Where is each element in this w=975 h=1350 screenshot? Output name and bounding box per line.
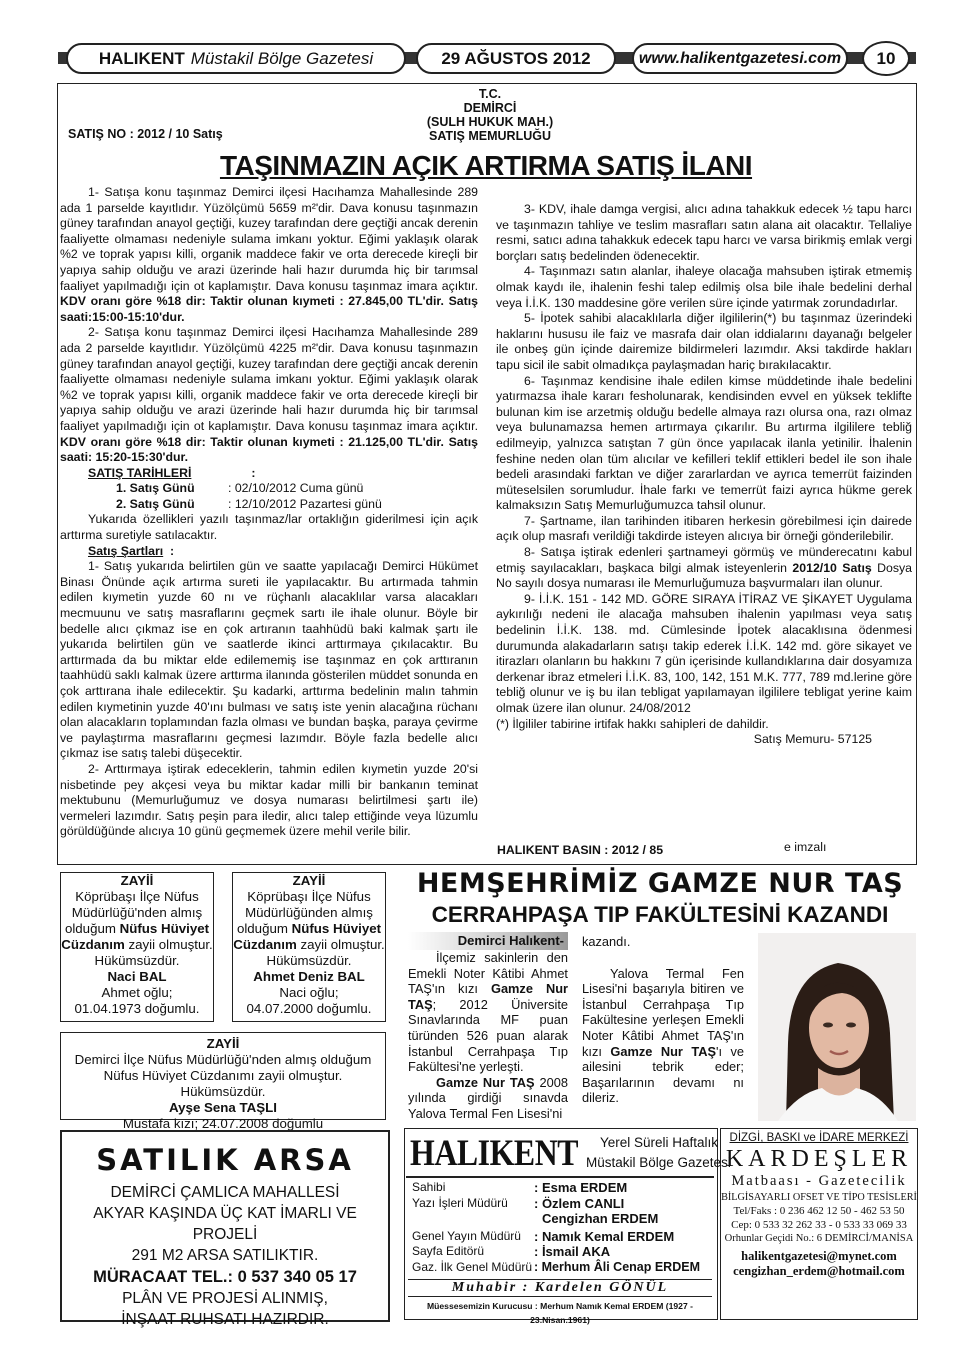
paper-subtitle: Müstakil Bölge Gazetesi: [190, 48, 374, 68]
printer-line: Tel/Faks : 0 236 462 12 50 - 462 53 50: [733, 1205, 905, 1217]
masthead-sub-2: Müstakil Bölge Gazetesi: [586, 1155, 731, 1170]
signature-note: e imzalı: [784, 840, 827, 854]
article-col-2: kazandı. Yalova Termal Fen Lisesi'ni başarıyla bitiren ve İstanbul Cerrahpaşa Tıp Fakültesine yerleşen Emekli Noter Kâtibi Ahmet TAŞ'ın kızı Gamze Nur TAŞ'ı ve ailesini tebrik eder; Başarılarının devamı nı dileriz.: [582, 934, 744, 1106]
ad-phone: MÜRACAAT TEL.: 0 537 340 05 17: [93, 1268, 357, 1286]
ad-title: SATILIK ARSA: [96, 1143, 354, 1177]
ad-line: AKYAR KAŞINDA ÜÇ KAT İMARLI VE PROJELİ: [93, 1205, 357, 1243]
lost-notice-1: [60, 872, 214, 1022]
founder-note: Müessesemizin Kurucusu : Merhum Namık Kemal ERDEM (1927 - 23.Nisan.1961): [426, 1301, 693, 1325]
article-col-1: İlçemiz sakinlerin den Emekli Noter Kâtibi Ahmet TAŞ'ın kızı Gamze Nur TAŞ; 2012 Üniversite Sınavlarında MF puan türünden 526 puan alarak İstanbul Cerrahpaşa Tıp Fakültesi'ne yerleşti. Gamze Nur TAŞ 2008 yılında girdiği sınavda Yalova Termal Fen Lisesi'ni: [408, 950, 568, 1121]
item-1: 1- Satışa konu taşınmaz Demirci ilçesi Hacıhamza Mahallesinde 289 ada 1 parselde kayıtlıdır. Yüzölçümü 5659 m²'dir. Dava konusu taşınmazın güney tarafından anayol geçtiği, kuzey tarafından dere geçtiği ancak derenin faaliyette olmaması nedeniyle sulama imkanı yoktur. Eğimi yaklaşık olarak %2 ve toprak yapısı killi, organik maddece fakir ve orta derecede kireçli bir yapıya sahip olduğu ve arazi üzerinde hali hazır durumda hiç bir tarımsal faaliyet yapılmadığı için ot kaplamıştır. Dava konusu taşınmaz imara açıktır. KDV oranı göre %18 dir: Taktir olunan kıymeti : 27.845,00 TL'dir. Satış saati:15:00-15:10'dur.: [60, 185, 478, 324]
condition-9: 9- İ.İ.K. 151 - 142 MD. GÖRE SIRAYA İTİRAZ VE ŞİKAYET Uygulama aykırılığı nedeni ile alacağa mahsuben ihalenin yapılması veya satış bedelinin İ.İ.K. 138. md. Cümlesinde İpotek alacaklısına ödenmesi durumunda alakadarların satışı takip ederek İ.İ.K. 142 md. göre sikayet ve itirazları olanların bu hakkını 7 gün içerisinde kullandıklarına dair dosyamıza derkenar ibraz etmeleri İ.İ.K. 83, 100, 142, 151 M.K. 777, 789 md.lerine göre tebliğ olunur ve iş bu ilan tebligat yapılamayan ilgililere tebligat yerine kaim olmak üzere ilan olunur. 24/08/2012: [496, 591, 912, 715]
lost-notice-3: [60, 1032, 386, 1131]
dates-note: Yukarıda özellikleri yazılı taşınmaz/lar ortaklığın giderilmesi için açık arttırma suretiyle satılacaktır.: [60, 512, 478, 543]
printer-heading: DİZGİ, BASKI ve İDARE MERKEZİ: [729, 1132, 909, 1144]
condition-4: 4- Taşınmazı satın alanlar, ihaleye olacağa mahsuben iştirak etmemiş olmak kaydı ile, ihalenin feshi talep edilmiş olsa bile ihale bedelini derhal veya İ.İ.K. 130 maddesine göre verilen süre içinde yatırmak zorundadırlar.: [496, 264, 912, 310]
printer-line: BİLGİSAYARLI OFSET VE TİPO TESİSLERİ: [721, 1192, 917, 1203]
ad-line: PLÂN VE PROJESİ ALINMIŞ,: [122, 1290, 328, 1307]
dates-heading: SATIŞ TARİHLERİ :: [88, 465, 256, 480]
lost-notice-parent: Naci oğlu;: [279, 985, 339, 1000]
notice-left-column: [60, 185, 478, 840]
staff-row: Cengizhan ERDEM: [542, 1211, 659, 1226]
condition-5: 5- İpotek sahibi alacaklılarla diğer ilgililerin(*) bu taşınmaz üzerindeki haklarını hususu ile faiz ve masrafa dair olan iddialarını dayanağı belgeler ile onbeş gün içinde dairemize bildirmeleri lazımdır. Aksi takdirde hakları tapu sicil ile sabit olmadıkça paylaşmadan hariç bırakılacaktır.: [496, 311, 912, 372]
staff-row: Genel Yayın Müdürü : Namık Kemal ERDEM: [412, 1228, 675, 1244]
lost-notice-text: Köprübaşı İlçe Nüfus Müdürlüğü'nden almış olduğum Nüfus Hüviyet Cüzdanım zayii olmuştur. Hükümsüzdür.: [61, 889, 213, 968]
lost-notice-text-2: Nüfus Hüviyet Cüzdanımı zayii olmuştur. Hükümsüzdür.: [103, 1068, 343, 1099]
sale-date-2: 2. Satış Günü : 12/10/2012 Pazartesi günü: [116, 496, 382, 511]
portrait-image: [758, 933, 916, 1121]
lost-notice-parent: Ahmet oğlu;: [101, 985, 173, 1000]
ad-line: İNŞAAT RUHSATI HAZIRDIR.: [121, 1311, 329, 1328]
correspondent: Muhabir : Kardelen GÖNÜL: [408, 1279, 712, 1297]
lost-notice-name: Ayşe Sena TAŞLI: [169, 1100, 277, 1115]
masthead-staff: [412, 1180, 712, 1275]
condition-8: 8- Satışa iştirak edenleri şartnameyi görmüş ve münderecatını kabul etmiş sayılacakları, başkaca bilgi almak isteyenlerin 2012/10 Satış Dosya No sayılı dosya numarası ile Memurluğumuza başvurmaları ilan olunur.: [496, 545, 912, 591]
sale-date-1: 1. Satış Günü : 02/10/2012 Cuma günü: [116, 481, 364, 496]
lost-notice-title: ZAYİİ: [120, 873, 154, 888]
article-headline-2: CERRAHPAŞA TIP FAKÜLTESİNİ KAZANDI: [431, 902, 889, 927]
website: www.halikentgazetesi.com: [632, 43, 848, 74]
article-headline-1: HEMŞEHRİMİZ GAMZE NUR TAŞ: [416, 868, 904, 899]
signature: Satış Memuru- 57125: [753, 732, 872, 747]
page-number: 10: [862, 41, 910, 76]
notice-title: TAŞINMAZIN AÇIK ARTIRMA SATIŞ İLANI: [219, 150, 753, 181]
printer-email-1: halikentgazetesi@mynet.com: [741, 1249, 897, 1263]
lost-notice-title: ZAYİİ: [292, 873, 326, 888]
masthead-sub-1: Yerel Süreli Haftalık: [600, 1135, 719, 1150]
lost-notice-title: ZAYİİ: [206, 1036, 240, 1051]
basin-number: HALIKENT BASIN : 2012 / 85: [497, 843, 664, 857]
staff-row: Yazı İşleri Müdürü : Özlem CANLI: [412, 1195, 625, 1211]
lost-notice-2: [232, 872, 386, 1022]
paper-name: HALIKENT: [98, 48, 185, 68]
lost-notice-text: Köprübaşı İlçe Nüfus Müdürlüğünden almış olduğum Nüfus Hüviyet Cüzdanım zayii olmuştur. Hükümsüzdür.: [233, 889, 385, 968]
sale-number: SATIŞ NO : 2012 / 10 Satış: [68, 127, 223, 141]
lost-notice-name: Naci BAL: [107, 969, 167, 984]
lost-notice-dob: 01.04.1973 doğumlu.: [74, 1001, 200, 1016]
conditions-heading: Satış Şartları :: [88, 543, 175, 558]
lost-notice-detail: Mustafa kızı; 24.07.2008 doğumlu: [122, 1116, 324, 1131]
office-label: SATIŞ MEMURLUĞU: [429, 129, 551, 143]
condition-2: 2- Arttırmaya iştirak edeceklerin, tahmin edilen kıymetin yuzde 20'si nisbetinde pey akçesi veya bu miktar kadar milli bir bankanın teminat mektubunu (Memurluğumuz ve dosya numarası belirtilmesi şartı ile) vermeleri lazımdır. Satış peşin para iledir, alıcı talep ettiğinde veya lüzumlu görüldüğünde alıcıya 10 günü geçmemek üzere mehil verile bilir.: [60, 761, 478, 839]
notice-heading: [380, 87, 600, 143]
staff-row: Sayfa Editörü : İsmail AKA: [412, 1244, 611, 1259]
printer-email-2: cengizhan_erdem@hotmail.com: [733, 1264, 905, 1278]
tc-label: T.C.: [478, 87, 502, 101]
paper-name-pill: [66, 43, 406, 74]
item-2: 2- Satışa konu taşınmaz Demirci ilçesi Hacıhamza Mahallesinde 289 ada 2 parselde kayıtlıdır. Yüzölçümü 4225 m²'dir. Dava konusu taşınmazın güney tarafından anayol geçtiği, kuzey tarafından dere geçtiği ancak derenin faaliyette olmaması nedeniyle sulama imkanı yoktur. Eğimi yaklaşık olarak %2 ve toprak yapısı killi, organik maddece fakir ve orta derecede kireçli bir yapıya sahip olduğu ve arazi üzerinde hali hazır durumda hiç bir tarımsal faaliyet yapılmadığı için ot kaplamıştır. Dava konusu taşınmaz imara açıktır. KDV oranı göre %18 dir: Taktir olunan kıymeti : 21.125,00 TL'dir. Satış saati: 15:20-15:30'dur.: [60, 325, 478, 465]
issue-date: 29 AĞUSTOS 2012: [416, 43, 616, 74]
footnote: (*) İlgililer tabirine irtifak hakkı sahipleri de dahildir.: [496, 716, 769, 731]
lost-notice-text: Demirci İlçe Nüfus Müdürlüğü'nden almış olduğum: [74, 1052, 372, 1067]
article-dateline: Demirci Halıkent-: [408, 932, 568, 950]
condition-1: 1- Satış yukarıda belirtilen gün ve saatte yapılacağı Demirci Hükümet Binası Önünde açık artırma sureti ile yapılacaktır. Bu artırmada tahmin edilen kıymetin yuzde 60 nı ve rüçhanlı alacaklılar varsa alacakları mecmuunu ve satış masraflarını geçmek sartı ile ihale olunur. Böyle bir bedelle alıcı çıkmaz ise en çok artıranın taahhüdü baki kalmak şartı ile yukarıda belirtilen gün ve saatlerde ikinci arttırmaya çıkılacaktır. Bu arttırmada da bu miktar elde edilememiş ise taşınmaz en çok arttıranın taahhüdü saklı kalmak üzere arttırma ilanında gösterilen müddet sonunda en çok arttırana ihale edilecektir. Şu kadarki, arttırma bedelinin malın tahmin edilen kıymetinin yuzde 40'ını bulması ve satış iste yenin alacağına rüchanı olan alacakların toplamından fazla olması ve bundan başka, paraya çevirme ve paylaştırma masraflarını geçmesi lazımdır. Böyle fazla bedelle alıcı çıkmaz ise satış talebi düşecektir.: [60, 559, 478, 761]
notice-right-column: [496, 202, 912, 748]
printer-line: Orhunlar Geçidi No.: 6 DEMİRCİ/MANİSA: [724, 1233, 914, 1244]
condition-3: 3- KDV, ihale damga vergisi, alıcı adına tahakkuk edecek ½ tapu harcı ve taşınmazın tahliye ve teslim masrafları satın alana ait olacaktır. Tellaliye resmi, satıcı adına tahakkuk edecek tapu harcı ve varsa birikmiş emlak vergi borçları satış bedelinden ödenecektir.: [496, 202, 912, 263]
printer-name: KARDEŞLER: [725, 1146, 913, 1172]
land-for-sale-ad: [60, 1130, 390, 1328]
printer-line: Cep: 0 533 32 262 33 - 0 533 33 069 33: [731, 1219, 907, 1231]
printer-box: [720, 1128, 918, 1320]
masthead-name: HALIKENT: [410, 1133, 579, 1174]
staff-row: Gaz. İlk Genel Müdürü : Merhum Âli Cenap ERDEM: [412, 1259, 700, 1274]
ad-line: DEMİRCİ ÇAMLICA MAHALLESİ: [110, 1184, 340, 1201]
city-label: DEMİRCİ: [463, 101, 517, 115]
masthead-divider: [406, 1176, 714, 1178]
condition-6: 6- Taşınmaz kendisine ihale edilen kimse müddetinde ihale bedelini yatırmazsa ihale kararı fesholunarak, kendisinden evvel en yüksek teklifte bulunan kim ise arzetmiş olduğu bedelle almaya razı olursa ona, razı olmaz veya bulunamazsa hemen artırmaya çıkarılır. Bu artırma ilgililere tebliğ edilmeyip, yalnızca satıştan 7 gün önce yapılacak ilanla yetinilir. İhalenin feshine neden olan tüm alıcılar ve kefilleri teklif ettikleri bedel ile son ihale bedeli arasındaki farktan ve diğer zararlardan ve ayrıca temerrüt faizinden müteselsilen sorumludur. İhale farkı ve temerrüt faizi ayrıca hükme gerek kalmaksızın Satış Memurluğumuzca tahsil olunur.: [496, 373, 912, 513]
court-label: (SULH HUKUK MAH.): [426, 115, 554, 129]
printer-sub: Matbaası - Gazetecilik: [731, 1173, 907, 1189]
lost-notice-dob: 04.07.2000 doğumlu.: [246, 1001, 372, 1016]
ad-line: 291 M2 ARSA SATILIKTIR.: [131, 1247, 319, 1264]
lost-notice-name: Ahmet Deniz BAL: [253, 969, 365, 984]
portrait-photo: [758, 933, 916, 1121]
condition-7: 7- Şartname, ilan tarihinden itibaren herkesin görebilmesi için dairede açık olup masrafı verildiği takdirde isteyen alıcıya bir örneği gönderilebilir.: [496, 513, 912, 544]
staff-row: Sahibi : Esma ERDEM: [412, 1180, 628, 1195]
